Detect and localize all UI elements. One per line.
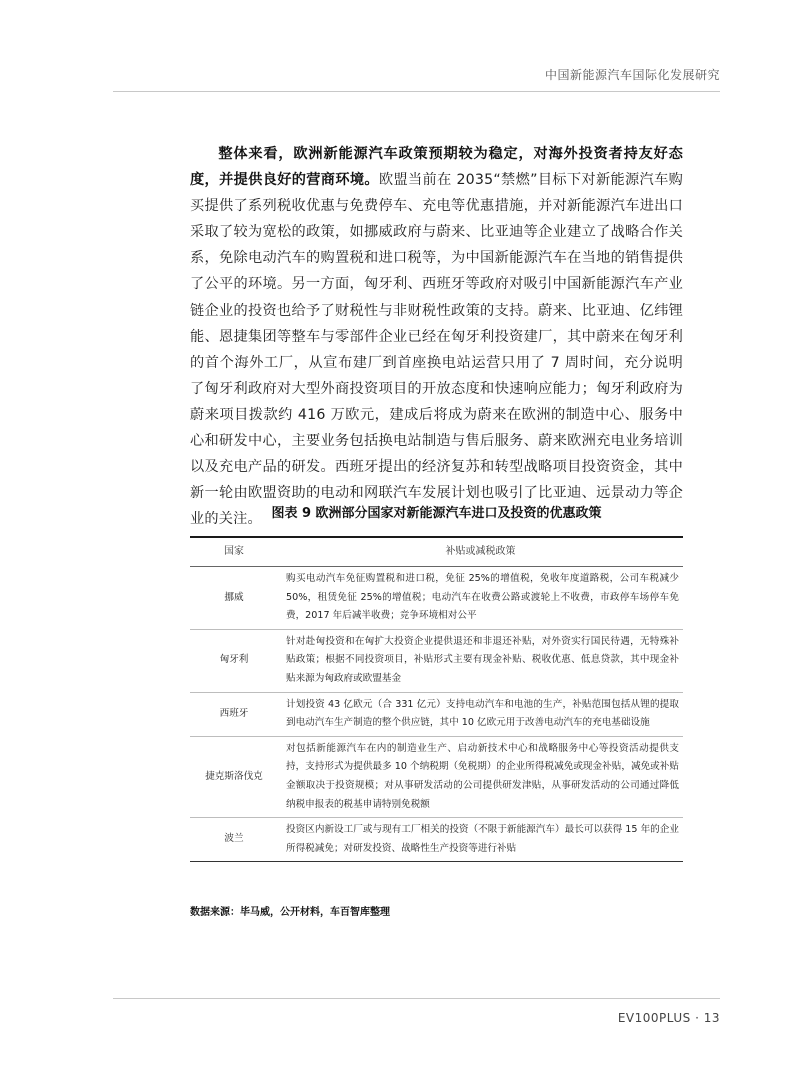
table-row xyxy=(190,818,683,862)
footer-divider xyxy=(113,998,720,999)
page-footer xyxy=(618,1011,720,1025)
country-cell: 匈牙利 xyxy=(219,654,249,666)
country-cell: 西班牙 xyxy=(219,707,249,719)
body-paragraph xyxy=(190,141,683,532)
table-row xyxy=(190,692,683,736)
footer-separator: · xyxy=(695,1011,700,1025)
column-header-country: 国家 xyxy=(224,545,244,557)
policy-cell: 对包括新能源汽车在内的制造业生产、启动新技术中心和战略服务中心等投资活动提供支持，支持形式为提供最多 10 个纳税期（免税期）的企业所得税减免或现金补贴，减免或补贴金额取决于投资规模；对从事研发活动的公司提供研发津贴，从事研发活动的公司通过降低纳税申报表的税基申请特别免税额 xyxy=(286,742,679,810)
policy-cell: 计划投资 43 亿欧元（合 331 亿元）支持电动汽车和电池的生产，补贴范围包括从锂的提取到电动汽车生产制造的整个供应链，其中 10 亿欧元用于改善电动汽车的充电基础设施 xyxy=(286,698,679,729)
policy-cell: 购买电动汽车免征购置税和进口税，免征 25%的增值税，免收年度道路税，公司车税减少 50%，租赁免征 25%的增值税；电动汽车在收费公路或渡轮上不收费，市政停车场停车免费，2017 年后减半收费；竞争环境相对公平 xyxy=(286,573,679,622)
policy-cell: 投资区内新设工厂或与现有工厂相关的投资（不限于新能源汽车）最长可以获得 15 年的企业所得税减免；对研发投资、战略性生产投资等进行补贴 xyxy=(286,824,679,854)
policy-cell: 针对赴匈投资和在匈扩大投资企业提供退还和非退还补贴，对外资实行国民待遇，无特殊补贴政策；根据不同投资项目，补贴形式主要有现金补贴、税收优惠、低息贷款，其中现金补贴来源为匈政府或欧盟基金 xyxy=(286,635,679,684)
column-header-policy: 补贴或减税政策 xyxy=(445,545,516,557)
table-caption: 图表 9 欧洲部分国家对新能源汽车进口及投资的优惠政策 xyxy=(271,506,602,521)
country-cell: 波兰 xyxy=(224,833,244,845)
table-row xyxy=(190,567,683,630)
footer-brand: EV100PLUS xyxy=(617,1011,691,1025)
country-cell: 挪威 xyxy=(224,591,244,603)
policy-table xyxy=(190,536,683,862)
running-header-title: 中国新能源汽车国际化发展研究 xyxy=(544,68,720,82)
data-source-note: 数据来源：毕马威，公开材料，车百智库整理 xyxy=(190,907,390,918)
table-row xyxy=(190,736,683,817)
paragraph-body-text: 欧盟当前在 2035“禁燃”目标下对新能源汽车购买提供了系列税收优惠与免费停车、充电等优惠措施，并对新能源汽车进出口采取了较为宽松的政策，如挪威政府与蔚来、比亚迪等企业建立了战略合作关系，免除电动汽车的购置税和进口税等，为中国新能源汽车在当地的销售提供了公平的环境。另一方面，匈牙利、西班牙等政府对吸引中国新能源汽车产业链企业的投资也给予了财税性与非财税性政策的支持。蔚来、比亚迪、亿纬锂能、恩捷集团等整车与零部件企业已经在匈牙利投资建厂，其中蔚来在匈牙利的首个海外工厂，从宣布建厂到首座换电站运营只用了 7 周时间，充分说明了匈牙利政府对大型外商投资项目的开放态度和快速响应能力；匈牙利政府为蔚来项目拨款约 416 万欧元，建成后将成为蔚来在欧洲的制造中心、服务中心和研发中心，主要业务包括换电站制造与售后服务、蔚来欧洲充电业务培训以及充电产品的研发。西班牙提出的经济复苏和转型战略项目投资资金，其中新一轮由欧盟资助的电动和网联汽车发展计划也吸引了比亚迪、远景动力等企业的关注。 xyxy=(190,172,683,528)
table-row xyxy=(190,629,683,692)
lead-sentence: 整体来看，欧洲新能源汽车政策预期较为稳定，对海外投资者持友好态度，并提供良好的营商环境。 xyxy=(190,146,683,189)
country-cell: 捷克斯洛伐克 xyxy=(205,770,263,782)
page-number: 13 xyxy=(703,1011,720,1025)
header-divider xyxy=(113,91,720,92)
table-header-row xyxy=(190,537,683,567)
